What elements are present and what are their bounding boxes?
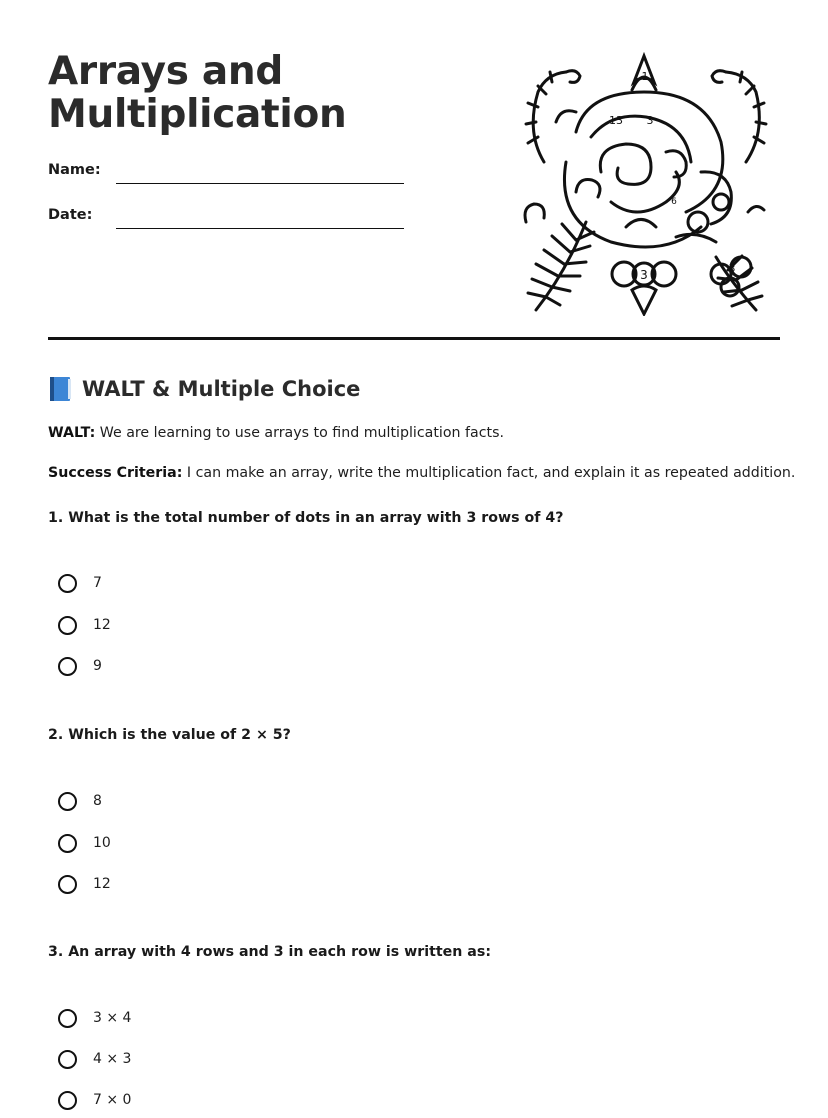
q1-option-2[interactable] — [58, 613, 111, 637]
option-label: 9 — [93, 658, 102, 674]
radio-button[interactable] — [58, 875, 77, 894]
artwork-number: 6 — [671, 197, 677, 207]
name-field[interactable] — [48, 160, 408, 184]
q2-option-1[interactable] — [58, 789, 102, 813]
artwork-number: 1 — [641, 70, 649, 83]
q2-option-2[interactable] — [58, 831, 111, 855]
option-label: 4 × 3 — [93, 1051, 132, 1067]
option-label: 10 — [93, 835, 111, 851]
q1-option-3[interactable] — [58, 654, 102, 678]
walt-text: We are learning to use arrays to find multiplication facts. — [95, 425, 505, 441]
radio-button[interactable] — [58, 616, 77, 635]
section-header — [48, 374, 360, 404]
option-label: 12 — [93, 876, 111, 892]
walt-statement — [48, 425, 504, 441]
criteria-label: Success Criteria: — [48, 465, 183, 481]
date-field[interactable] — [48, 205, 408, 229]
radio-button[interactable] — [58, 574, 77, 593]
koru-artwork-image — [516, 52, 770, 316]
criteria-text: I can make an array, write the multiplication fact, and explain it as repeated addition. — [182, 465, 796, 481]
option-label: 7 × 0 — [93, 1092, 132, 1108]
q1-option-1[interactable] — [58, 571, 102, 595]
option-label: 8 — [93, 793, 102, 809]
question-1: 1. What is the total number of dots in an array with 3 rows of 4? — [48, 510, 564, 526]
section-title: WALT & Multiple Choice — [82, 377, 361, 401]
name-label: Name: — [48, 162, 101, 178]
radio-button[interactable] — [58, 834, 77, 853]
q2-option-3[interactable] — [58, 872, 111, 896]
date-line[interactable] — [116, 228, 404, 229]
walt-label: WALT: — [48, 425, 96, 441]
q3-option-3[interactable] — [58, 1088, 131, 1112]
question-2: 2. Which is the value of 2 × 5? — [48, 727, 291, 743]
artwork-number: 3 — [646, 114, 654, 127]
question-3: 3. An array with 4 rows and 3 in each row is written as: — [48, 944, 491, 960]
artwork-number: 3 — [728, 262, 736, 275]
option-label: 7 — [93, 575, 102, 591]
option-label: 3 × 4 — [93, 1010, 132, 1026]
worksheet-title: Arrays and Multiplication — [48, 49, 347, 137]
blue-book-icon — [48, 375, 74, 403]
artwork-number: 13 — [609, 114, 623, 127]
radio-button[interactable] — [58, 657, 77, 676]
radio-button[interactable] — [58, 1009, 77, 1028]
artwork-number: 3 — [640, 268, 648, 282]
option-label: 12 — [93, 617, 111, 633]
radio-button[interactable] — [58, 1091, 77, 1110]
q3-option-2[interactable] — [58, 1047, 131, 1071]
date-label: Date: — [48, 207, 93, 223]
radio-button[interactable] — [58, 792, 77, 811]
q3-option-1[interactable] — [58, 1006, 131, 1030]
radio-button[interactable] — [58, 1050, 77, 1069]
success-criteria — [48, 465, 795, 481]
header-divider — [48, 337, 780, 340]
name-line[interactable] — [116, 183, 404, 184]
